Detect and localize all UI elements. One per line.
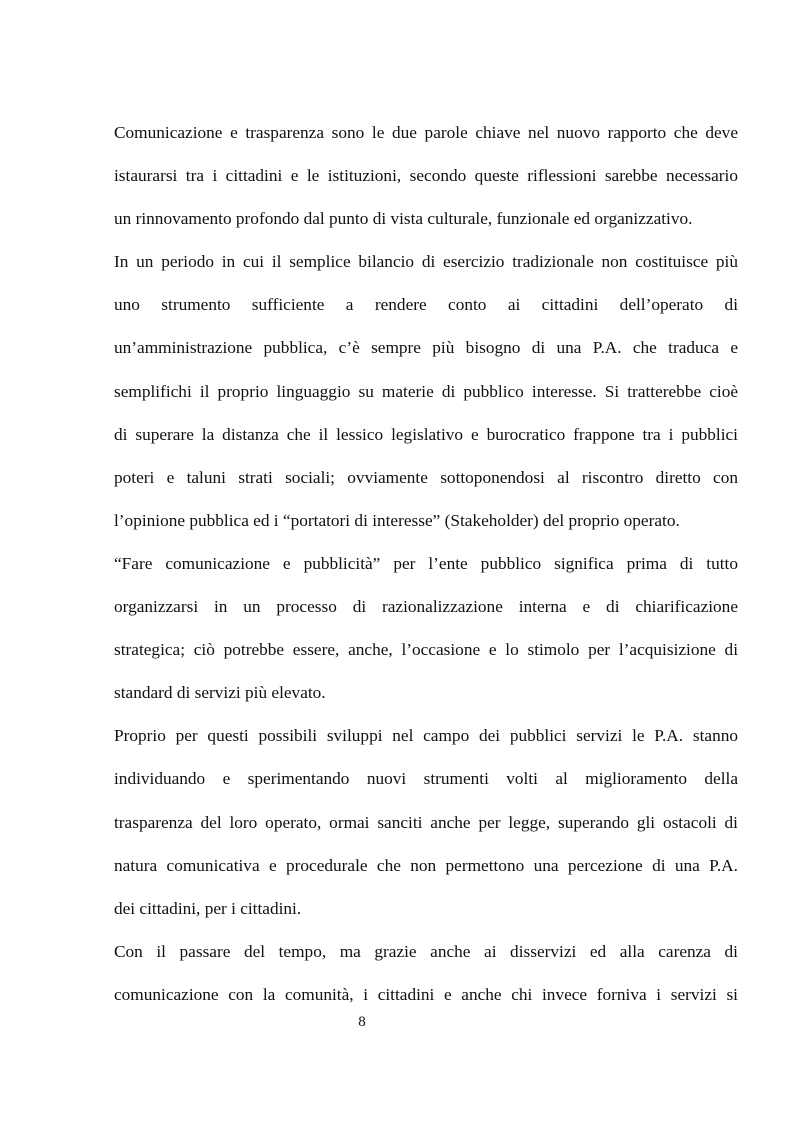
- text-line: di superare la distanza che il lessico legislativo e burocratico frappone tra i pubblici: [114, 424, 738, 444]
- text-line: un’amministrazione pubblica, c’è sempre più bisogno di una P.A. che traduca e: [114, 338, 738, 358]
- text-line: comunicazione con la comunità, i cittadini e anche chi invece forniva i servizi si: [114, 984, 738, 1004]
- text-line: “Fare comunicazione e pubblicità” per l’ente pubblico significa prima di tutto: [114, 553, 738, 573]
- text-line: l’opinione pubblica ed i “portatori di interesse” (Stakeholder) del proprio operato.: [114, 510, 680, 530]
- text-line: Proprio per questi possibili sviluppi nel campo dei pubblici servizi le P.A. stanno: [114, 726, 738, 746]
- text-line: semplifichi il proprio linguaggio su materie di pubblico interesse. Si tratterebbe cioè: [114, 381, 738, 401]
- text-line: Comunicazione e trasparenza sono le due parole chiave nel nuovo rapporto che deve: [114, 123, 738, 142]
- text-line: standard di servizi più elevato.: [114, 683, 326, 703]
- text-line: individuando e sperimentando nuovi strumenti volti al miglioramento della: [114, 769, 738, 789]
- paragraph-3: [114, 542, 738, 714]
- text-line: istaurarsi tra i cittadini e le istituzioni, secondo queste riflessioni sarebbe necessario: [114, 166, 738, 186]
- text-line: poteri e taluni strati sociali; ovviamente sottoponendosi al riscontro diretto con: [114, 467, 738, 487]
- text-line: un rinnovamento profondo dal punto di vista culturale, funzionale ed organizzativo.: [114, 209, 693, 229]
- paragraph-5: [114, 930, 738, 1016]
- text-line: trasparenza del loro operato, ormai sanciti anche per legge, superando gli ostacoli di: [114, 812, 738, 832]
- paragraph-2: [114, 240, 738, 542]
- paragraph-1: [114, 111, 738, 240]
- text-line: dei cittadini, per i cittadini.: [114, 898, 302, 918]
- text-line: organizzarsi in un processo di razionalizzazione interna e di chiarificazione: [114, 597, 738, 617]
- text-line: uno strumento sufficiente a rendere conto ai cittadini dell’operato di: [114, 295, 738, 315]
- text-line: natura comunicativa e procedurale che non permettono una percezione di una P.A.: [114, 855, 738, 875]
- text-line: Con il passare del tempo, ma grazie anche ai disservizi ed alla carenza di: [114, 941, 738, 961]
- page-number: 8: [358, 1014, 366, 1030]
- text-line: In un periodo in cui il semplice bilancio di esercizio tradizionale non costituisce più: [114, 252, 738, 272]
- text-line: strategica; ciò potrebbe essere, anche, l’occasione e lo stimolo per l’acquisizione di: [114, 640, 738, 660]
- paragraph-4: [114, 714, 738, 929]
- body-text: [114, 111, 738, 1016]
